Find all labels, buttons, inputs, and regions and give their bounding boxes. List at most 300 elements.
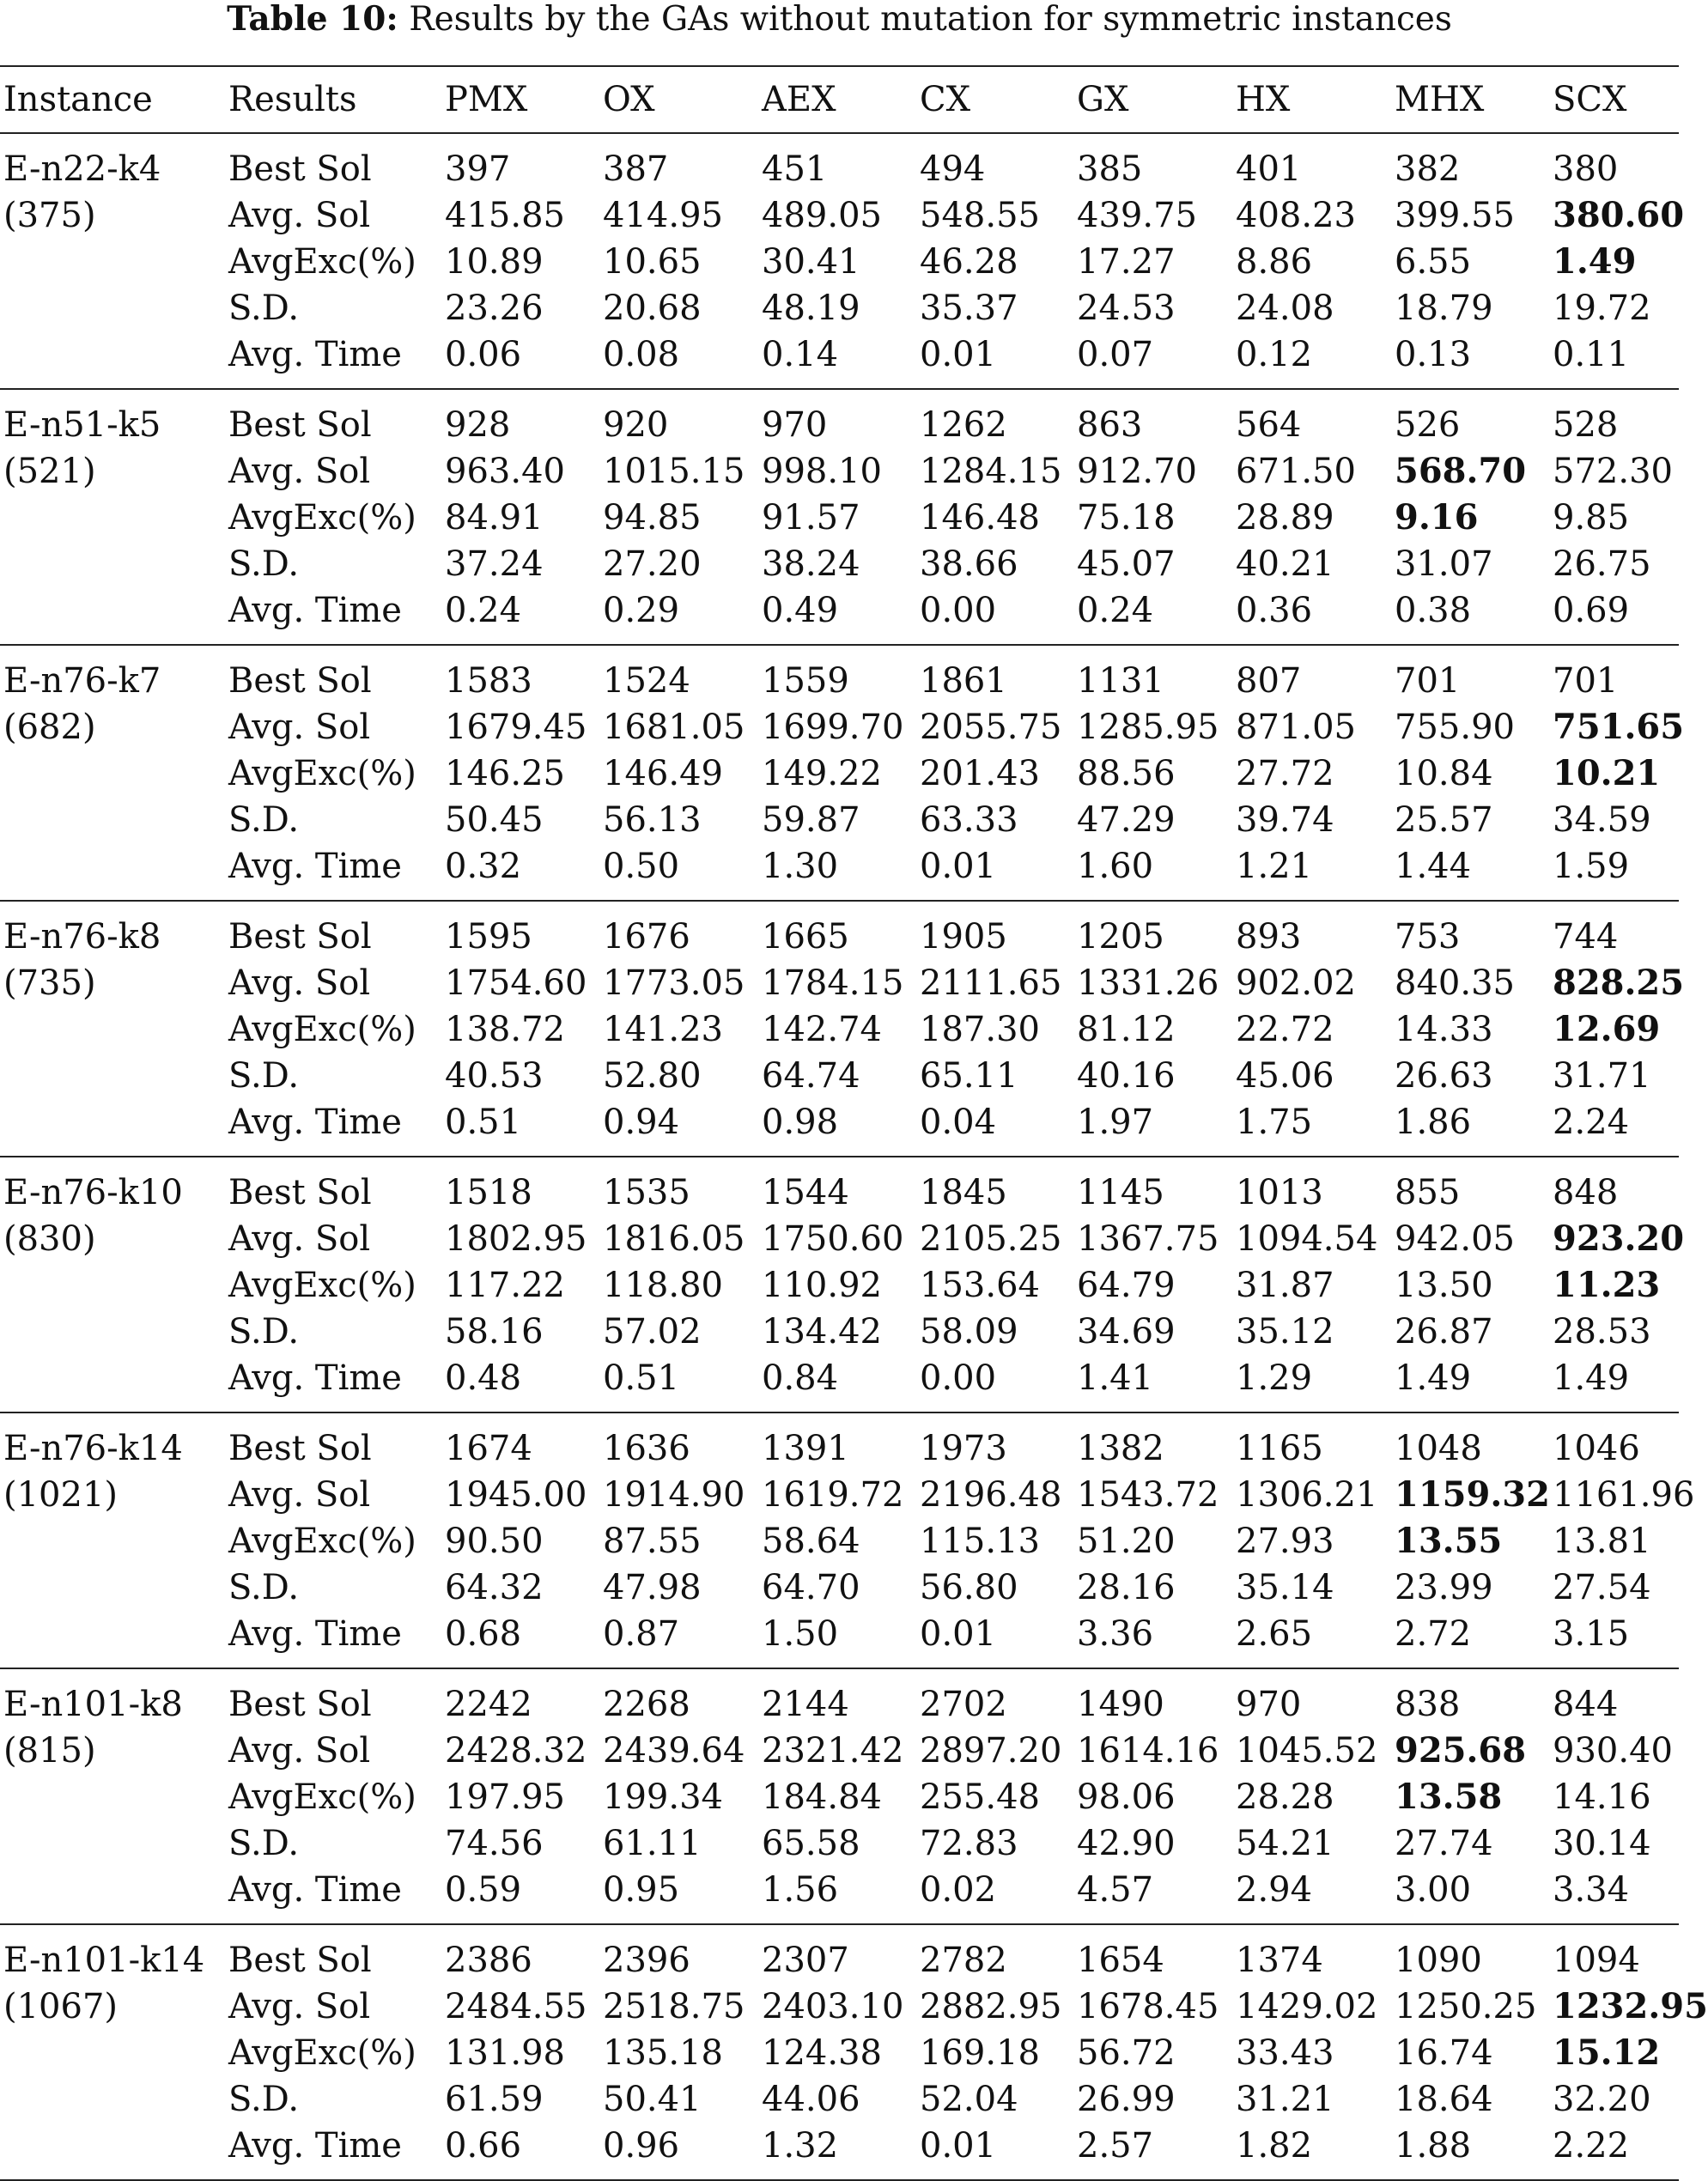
instance-optimum: (830) bbox=[3, 1219, 96, 1259]
value-cell: 0.12 bbox=[1236, 335, 1313, 374]
value-cell: 22.72 bbox=[1236, 1010, 1334, 1049]
value-cell: 3.36 bbox=[1077, 1614, 1154, 1654]
table-row bbox=[0, 1309, 1679, 1355]
value-cell: 26.75 bbox=[1553, 544, 1651, 584]
table-row bbox=[0, 1472, 1679, 1518]
table-row bbox=[0, 1053, 1679, 1099]
value-cell: 52.80 bbox=[603, 1056, 702, 1096]
header-cell: AEX bbox=[758, 66, 916, 133]
value-cell: 2.57 bbox=[1073, 2123, 1232, 2180]
value-cell: 2268 bbox=[599, 1668, 758, 1728]
metric-label: Avg. Sol bbox=[228, 196, 371, 235]
value-cell: 31.21 bbox=[1236, 2080, 1334, 2119]
empty-cell bbox=[0, 587, 225, 645]
value-cell: 755.90 bbox=[1395, 708, 1515, 747]
metric-label: S.D. bbox=[228, 289, 300, 328]
value-cell: 0.66 bbox=[441, 2123, 599, 2180]
value-cell: 24.53 bbox=[1077, 289, 1176, 328]
table-row bbox=[0, 901, 1679, 960]
value-cell: 0.13 bbox=[1395, 335, 1472, 374]
value-cell: 1802.95 bbox=[445, 1219, 587, 1259]
value-cell: 1674 bbox=[441, 1412, 599, 1472]
table-row bbox=[0, 2123, 1679, 2180]
header-cell: Results bbox=[225, 66, 441, 133]
value-cell: 0.00 bbox=[920, 591, 997, 630]
table-row bbox=[0, 750, 1679, 797]
value-cell: 27.74 bbox=[1395, 1824, 1493, 1863]
empty-cell bbox=[0, 331, 225, 389]
header-cell: MHX bbox=[1391, 66, 1549, 133]
value-cell: 1285.95 bbox=[1077, 708, 1219, 747]
value-cell: 9.85 bbox=[1553, 498, 1630, 538]
value-cell: 58.16 bbox=[445, 1312, 544, 1352]
value-cell: 40.16 bbox=[1077, 1056, 1176, 1096]
table-row bbox=[0, 1099, 1679, 1157]
table-row bbox=[0, 704, 1679, 750]
value-cell: 1.41 bbox=[1077, 1358, 1154, 1398]
value-cell: 920 bbox=[599, 389, 758, 448]
value-cell: 1619.72 bbox=[762, 1475, 904, 1515]
empty-cell bbox=[0, 495, 225, 541]
metric-label: Avg. Sol bbox=[228, 452, 371, 491]
value-cell: 1382 bbox=[1073, 1412, 1232, 1472]
value-cell: 844 bbox=[1549, 1668, 1679, 1728]
value-cell: 28.53 bbox=[1553, 1312, 1651, 1352]
instance-name: E-n101-k8 bbox=[0, 1668, 225, 1728]
value-cell: 0.98 bbox=[762, 1103, 839, 1142]
value-cell: 47.98 bbox=[603, 1568, 702, 1607]
value-cell: 2321.42 bbox=[762, 1731, 904, 1771]
metric-label: Best Sol bbox=[225, 1924, 441, 1984]
value-cell: 1367.75 bbox=[1077, 1219, 1219, 1259]
value-cell: 855 bbox=[1391, 1157, 1549, 1216]
value-cell: 408.23 bbox=[1236, 196, 1356, 235]
value-cell: 34.59 bbox=[1553, 800, 1651, 840]
value-cell: 1773.05 bbox=[603, 963, 745, 1003]
value-cell: 0.01 bbox=[916, 2123, 1073, 2180]
value-cell: 2702 bbox=[916, 1668, 1073, 1728]
empty-cell bbox=[0, 541, 225, 587]
empty-cell bbox=[0, 1820, 225, 1867]
value-cell: 27.93 bbox=[1236, 1522, 1334, 1561]
value-cell: 117.22 bbox=[445, 1266, 565, 1305]
value-cell: 840.35 bbox=[1395, 963, 1515, 1003]
value-cell: 0.24 bbox=[1077, 591, 1154, 630]
value-cell: 28.89 bbox=[1236, 498, 1334, 538]
header-cell: Instance bbox=[0, 66, 225, 133]
value-cell: 3.34 bbox=[1553, 1870, 1630, 1910]
value-cell: 13.58 bbox=[1395, 1777, 1503, 1817]
value-cell: 45.06 bbox=[1236, 1056, 1334, 1096]
value-cell: 10.89 bbox=[445, 242, 544, 282]
value-cell: 0.00 bbox=[920, 1358, 997, 1398]
value-cell: 184.84 bbox=[762, 1777, 882, 1817]
value-cell: 26.63 bbox=[1395, 1056, 1493, 1096]
value-cell: 131.98 bbox=[445, 2033, 565, 2073]
value-cell: 14.33 bbox=[1395, 1010, 1493, 1049]
value-cell: 146.48 bbox=[920, 498, 1040, 538]
value-cell: 13.50 bbox=[1395, 1266, 1493, 1305]
value-cell: 13.81 bbox=[1553, 1522, 1651, 1561]
metric-label: Avg. Time bbox=[225, 2123, 441, 2180]
value-cell: 0.94 bbox=[603, 1103, 680, 1142]
value-cell: 1543.72 bbox=[1077, 1475, 1219, 1515]
instance-optimum: (1021) bbox=[3, 1475, 119, 1515]
value-cell: 863 bbox=[1073, 389, 1232, 448]
value-cell: 701 bbox=[1549, 645, 1679, 704]
caption-text: Results by the GAs without mutation for symmetric instances bbox=[409, 0, 1452, 39]
value-cell: 382 bbox=[1391, 133, 1549, 192]
value-cell: 56.72 bbox=[1077, 2033, 1176, 2073]
value-cell: 1045.52 bbox=[1236, 1731, 1378, 1771]
value-cell: 141.23 bbox=[603, 1010, 723, 1049]
value-cell: 1490 bbox=[1073, 1668, 1232, 1728]
value-cell: 146.25 bbox=[445, 754, 565, 793]
value-cell: 61.59 bbox=[445, 2080, 544, 2119]
empty-cell bbox=[0, 1355, 225, 1412]
value-cell: 451 bbox=[758, 133, 916, 192]
value-cell: 23.99 bbox=[1395, 1568, 1493, 1607]
value-cell: 26.99 bbox=[1077, 2080, 1176, 2119]
value-cell: 10.21 bbox=[1553, 753, 1661, 793]
value-cell: 0.48 bbox=[445, 1358, 522, 1398]
value-cell: 1094 bbox=[1549, 1924, 1679, 1984]
value-cell: 1.49 bbox=[1395, 1358, 1472, 1398]
header-cell: OX bbox=[599, 66, 758, 133]
header-cell: GX bbox=[1073, 66, 1232, 133]
value-cell: 142.74 bbox=[762, 1010, 882, 1049]
value-cell: 751.65 bbox=[1553, 707, 1685, 747]
header-cell: CX bbox=[916, 66, 1073, 133]
metric-label: S.D. bbox=[228, 1824, 300, 1863]
value-cell: 24.08 bbox=[1236, 289, 1334, 328]
value-cell: 64.74 bbox=[762, 1056, 860, 1096]
table-row bbox=[0, 389, 1679, 448]
empty-cell bbox=[0, 2030, 225, 2076]
value-cell: 1614.16 bbox=[1077, 1731, 1219, 1771]
value-cell: 1048 bbox=[1391, 1412, 1549, 1472]
value-cell: 0.49 bbox=[762, 591, 839, 630]
instance-group bbox=[0, 1668, 1679, 1924]
value-cell: 54.21 bbox=[1236, 1824, 1334, 1863]
value-cell: 134.42 bbox=[762, 1312, 882, 1352]
empty-cell bbox=[0, 1099, 225, 1157]
value-cell: 50.45 bbox=[445, 800, 544, 840]
value-cell: 1013 bbox=[1232, 1157, 1391, 1216]
value-cell: 1.32 bbox=[758, 2123, 916, 2180]
value-cell: 39.74 bbox=[1236, 800, 1334, 840]
value-cell: 1.44 bbox=[1395, 847, 1472, 886]
value-cell: 0.38 bbox=[1395, 591, 1472, 630]
value-cell: 201.43 bbox=[920, 754, 1040, 793]
value-cell: 1284.15 bbox=[920, 452, 1062, 491]
value-cell: 572.30 bbox=[1553, 452, 1673, 491]
value-cell: 58.09 bbox=[920, 1312, 1018, 1352]
value-cell: 1.59 bbox=[1553, 847, 1630, 886]
value-cell: 1331.26 bbox=[1077, 963, 1219, 1003]
value-cell: 9.16 bbox=[1395, 497, 1479, 538]
metric-label: AvgExc(%) bbox=[228, 1777, 416, 1817]
value-cell: 0.87 bbox=[603, 1614, 680, 1654]
value-cell: 2.94 bbox=[1236, 1870, 1313, 1910]
empty-cell bbox=[0, 1262, 225, 1309]
instance-group bbox=[0, 645, 1685, 901]
metric-label: S.D. bbox=[228, 1056, 300, 1096]
metric-label: AvgExc(%) bbox=[228, 1266, 416, 1305]
value-cell: 40.21 bbox=[1236, 544, 1334, 584]
metric-label: S.D. bbox=[228, 1568, 300, 1607]
value-cell: 0.07 bbox=[1077, 335, 1154, 374]
value-cell: 1090 bbox=[1391, 1924, 1549, 1984]
value-cell: 45.07 bbox=[1077, 544, 1176, 584]
value-cell: 197.95 bbox=[445, 1777, 565, 1817]
value-cell: 48.19 bbox=[762, 289, 860, 328]
value-cell: 94.85 bbox=[603, 498, 702, 538]
metric-label: Avg. Sol bbox=[228, 1475, 371, 1515]
value-cell: 848 bbox=[1549, 1157, 1679, 1216]
value-cell: 3.00 bbox=[1395, 1870, 1472, 1910]
value-cell: 0.95 bbox=[603, 1870, 680, 1910]
empty-cell bbox=[0, 239, 225, 285]
value-cell: 0.14 bbox=[762, 335, 839, 374]
table-row bbox=[0, 1355, 1679, 1412]
value-cell: 902.02 bbox=[1236, 963, 1356, 1003]
table-row bbox=[0, 1924, 1679, 1984]
value-cell: 1535 bbox=[599, 1157, 758, 1216]
metric-label: Avg. Time bbox=[228, 847, 402, 886]
value-cell: 52.04 bbox=[920, 2080, 1018, 2119]
value-cell: 1861 bbox=[916, 645, 1073, 704]
value-cell: 1.49 bbox=[1553, 241, 1637, 282]
value-cell: 35.14 bbox=[1236, 1568, 1334, 1607]
value-cell: 1.60 bbox=[1077, 847, 1154, 886]
table-row bbox=[0, 192, 1679, 239]
value-cell: 28.28 bbox=[1236, 1777, 1334, 1817]
metric-label: S.D. bbox=[228, 1312, 300, 1352]
value-cell: 16.74 bbox=[1395, 2033, 1493, 2073]
value-cell: 0.29 bbox=[603, 591, 680, 630]
metric-label: Best Sol bbox=[225, 133, 441, 192]
table-row bbox=[0, 1728, 1679, 1774]
value-cell: 64.70 bbox=[762, 1568, 860, 1607]
table-row bbox=[0, 960, 1679, 1006]
empty-cell bbox=[0, 1867, 225, 1924]
value-cell: 1754.60 bbox=[445, 963, 587, 1003]
value-cell: 110.92 bbox=[762, 1266, 882, 1305]
value-cell: 415.85 bbox=[445, 196, 565, 235]
value-cell: 0.69 bbox=[1553, 591, 1630, 630]
value-cell: 90.50 bbox=[445, 1522, 544, 1561]
value-cell: 439.75 bbox=[1077, 196, 1197, 235]
results-table bbox=[0, 65, 1708, 2181]
empty-cell bbox=[0, 2076, 225, 2123]
instance-name: E-n76-k14 bbox=[0, 1412, 225, 1472]
value-cell: 1205 bbox=[1073, 901, 1232, 960]
value-cell: 30.14 bbox=[1553, 1824, 1651, 1863]
metric-label: Avg. Sol bbox=[228, 1219, 371, 1259]
table-row bbox=[0, 1262, 1679, 1309]
value-cell: 72.83 bbox=[920, 1824, 1018, 1863]
value-cell: 42.90 bbox=[1077, 1824, 1176, 1863]
value-cell: 401 bbox=[1232, 133, 1391, 192]
value-cell: 58.64 bbox=[762, 1522, 860, 1561]
value-cell: 10.84 bbox=[1395, 754, 1493, 793]
value-cell: 0.96 bbox=[599, 2123, 758, 2180]
value-cell: 187.30 bbox=[920, 1010, 1040, 1049]
value-cell: 74.56 bbox=[445, 1824, 544, 1863]
value-cell: 1681.05 bbox=[603, 708, 745, 747]
value-cell: 928 bbox=[441, 389, 599, 448]
value-cell: 13.55 bbox=[1395, 1521, 1503, 1561]
empty-cell bbox=[0, 2123, 225, 2180]
value-cell: 1374 bbox=[1232, 1924, 1391, 1984]
table-row bbox=[0, 1518, 1679, 1564]
value-cell: 0.50 bbox=[603, 847, 680, 886]
caption-label: Table 10: bbox=[227, 0, 398, 39]
table-row bbox=[0, 1157, 1679, 1216]
instance-name: E-n101-k14 bbox=[0, 1924, 225, 1984]
metric-label: Best Sol bbox=[225, 901, 441, 960]
instance-name: E-n76-k10 bbox=[0, 1157, 225, 1216]
value-cell: 124.38 bbox=[762, 2033, 882, 2073]
value-cell: 548.55 bbox=[920, 196, 1040, 235]
value-cell: 169.18 bbox=[920, 2033, 1040, 2073]
value-cell: 10.65 bbox=[603, 242, 702, 282]
instance-group bbox=[0, 1157, 1685, 1412]
value-cell: 380.60 bbox=[1553, 195, 1685, 235]
metric-label: Avg. Time bbox=[228, 1103, 402, 1142]
value-cell: 2897.20 bbox=[920, 1731, 1062, 1771]
value-cell: 199.34 bbox=[603, 1777, 723, 1817]
table-row bbox=[0, 843, 1679, 901]
value-cell: 744 bbox=[1549, 901, 1679, 960]
value-cell: 118.80 bbox=[603, 1266, 723, 1305]
value-cell: 1905 bbox=[916, 901, 1073, 960]
value-cell: 27.54 bbox=[1553, 1568, 1651, 1607]
table-row bbox=[0, 797, 1679, 843]
instance-name: E-n22-k4 bbox=[0, 133, 225, 192]
metric-label: Avg. Time bbox=[228, 1358, 402, 1398]
metric-label: Avg. Sol bbox=[228, 708, 371, 747]
value-cell: 494 bbox=[916, 133, 1073, 192]
empty-cell bbox=[0, 797, 225, 843]
table-row bbox=[0, 1216, 1679, 1262]
value-cell: 930.40 bbox=[1553, 1731, 1673, 1771]
value-cell: 828.25 bbox=[1553, 963, 1685, 1003]
value-cell: 0.59 bbox=[445, 1870, 522, 1910]
value-cell: 56.13 bbox=[603, 800, 702, 840]
value-cell: 807 bbox=[1232, 645, 1391, 704]
value-cell: 6.55 bbox=[1395, 242, 1472, 282]
value-cell: 65.11 bbox=[920, 1056, 1018, 1096]
value-cell: 1429.02 bbox=[1236, 1987, 1378, 2026]
value-cell: 84.91 bbox=[445, 498, 544, 538]
value-cell: 31.71 bbox=[1553, 1056, 1651, 1096]
metric-label: AvgExc(%) bbox=[228, 1522, 416, 1561]
table-row bbox=[0, 1867, 1679, 1924]
metric-label: Avg. Sol bbox=[228, 1987, 371, 2026]
value-cell: 98.06 bbox=[1077, 1777, 1176, 1817]
empty-cell bbox=[0, 1053, 225, 1099]
empty-cell bbox=[0, 843, 225, 901]
value-cell: 4.57 bbox=[1077, 1870, 1154, 1910]
metric-label: AvgExc(%) bbox=[228, 754, 416, 793]
value-cell: 564 bbox=[1232, 389, 1391, 448]
value-cell: 2484.55 bbox=[445, 1987, 587, 2026]
value-cell: 2105.25 bbox=[920, 1219, 1062, 1259]
table-row bbox=[0, 1611, 1679, 1668]
value-cell: 526 bbox=[1391, 389, 1549, 448]
value-cell: 1784.15 bbox=[762, 963, 904, 1003]
header-cell: HX bbox=[1232, 66, 1391, 133]
metric-label: Avg. Sol bbox=[228, 963, 371, 1003]
table-row bbox=[0, 587, 1679, 645]
value-cell: 1165 bbox=[1232, 1412, 1391, 1472]
value-cell: 61.11 bbox=[603, 1824, 702, 1863]
table-caption bbox=[0, 0, 1679, 60]
value-cell: 23.26 bbox=[445, 289, 544, 328]
value-cell: 1750.60 bbox=[762, 1219, 904, 1259]
value-cell: 32.20 bbox=[1553, 2080, 1651, 2119]
value-cell: 701 bbox=[1391, 645, 1549, 704]
instance-group bbox=[0, 1924, 1708, 2180]
value-cell: 1.97 bbox=[1077, 1103, 1154, 1142]
value-cell: 153.64 bbox=[920, 1266, 1040, 1305]
value-cell: 385 bbox=[1073, 133, 1232, 192]
value-cell: 25.57 bbox=[1395, 800, 1493, 840]
value-cell: 0.68 bbox=[445, 1614, 522, 1654]
value-cell: 1559 bbox=[758, 645, 916, 704]
table-row bbox=[0, 541, 1679, 587]
value-cell: 387 bbox=[599, 133, 758, 192]
metric-label: Avg. Time bbox=[228, 335, 402, 374]
value-cell: 2144 bbox=[758, 1668, 916, 1728]
value-cell: 2.65 bbox=[1236, 1614, 1313, 1654]
instance-group bbox=[0, 133, 1685, 389]
value-cell: 17.27 bbox=[1077, 242, 1176, 282]
value-cell: 46.28 bbox=[920, 242, 1018, 282]
value-cell: 34.69 bbox=[1077, 1312, 1176, 1352]
table-row bbox=[0, 495, 1679, 541]
instance-name: E-n76-k7 bbox=[0, 645, 225, 704]
instance-optimum: (682) bbox=[3, 708, 96, 747]
value-cell: 14.16 bbox=[1553, 1777, 1651, 1817]
table-row bbox=[0, 239, 1679, 285]
value-cell: 2396 bbox=[599, 1924, 758, 1984]
empty-cell bbox=[0, 1518, 225, 1564]
instance-optimum: (815) bbox=[3, 1731, 96, 1771]
table-row bbox=[0, 1774, 1679, 1820]
instance-group bbox=[0, 1412, 1695, 1668]
metric-label: Best Sol bbox=[225, 1412, 441, 1472]
value-cell: 1945.00 bbox=[445, 1475, 587, 1515]
value-cell: 115.13 bbox=[920, 1522, 1040, 1561]
value-cell: 135.18 bbox=[603, 2033, 723, 2073]
value-cell: 489.05 bbox=[762, 196, 882, 235]
value-cell: 18.79 bbox=[1395, 289, 1493, 328]
table-row bbox=[0, 1564, 1679, 1611]
value-cell: 970 bbox=[1232, 1668, 1391, 1728]
value-cell: 1676 bbox=[599, 901, 758, 960]
empty-cell bbox=[0, 1309, 225, 1355]
value-cell: 1544 bbox=[758, 1157, 916, 1216]
instance-name: E-n76-k8 bbox=[0, 901, 225, 960]
value-cell: 2403.10 bbox=[762, 1987, 904, 2026]
metric-label: AvgExc(%) bbox=[228, 2033, 416, 2073]
value-cell: 2782 bbox=[916, 1924, 1073, 1984]
value-cell: 88.56 bbox=[1077, 754, 1176, 793]
value-cell: 1.21 bbox=[1236, 847, 1313, 886]
